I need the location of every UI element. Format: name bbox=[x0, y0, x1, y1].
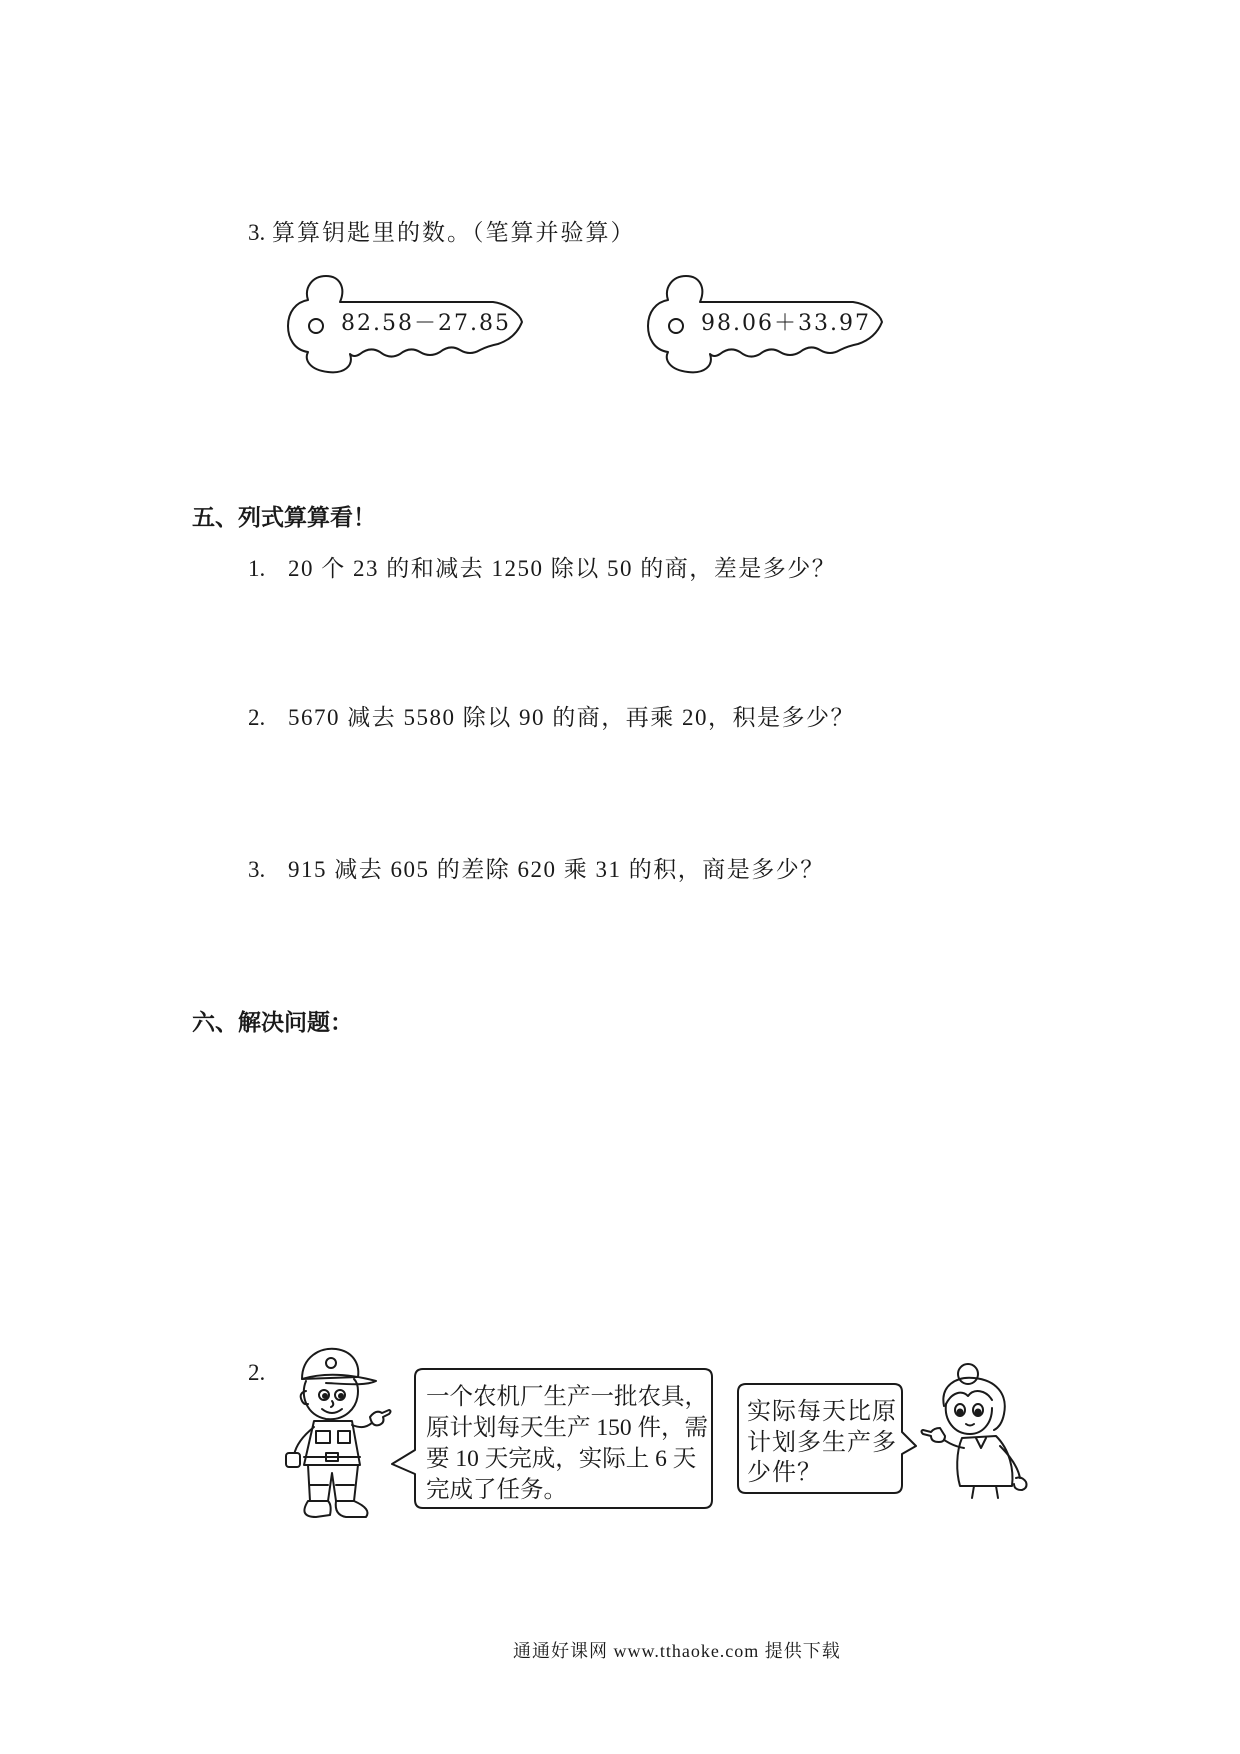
boy-held-object bbox=[286, 1453, 300, 1467]
boy-pupil-left bbox=[323, 1394, 327, 1398]
boy-speech-line-4: 完成了任务。 bbox=[426, 1477, 567, 1503]
key-1-expression: 82.58－27.85 bbox=[341, 311, 511, 336]
girl-other-hand bbox=[1014, 1478, 1027, 1491]
girl-hair-bun bbox=[958, 1364, 978, 1384]
girl-mouth bbox=[966, 1424, 974, 1426]
girl-body bbox=[957, 1436, 1012, 1486]
boy-pants bbox=[308, 1465, 358, 1501]
girl-speech-line-2: 计划多生产多 bbox=[747, 1429, 897, 1456]
boy-shoe-left bbox=[304, 1501, 330, 1517]
footer-credit: 通通好课网 www.tthaoke.com 提供下载 bbox=[513, 1641, 841, 1661]
girl-legs bbox=[972, 1486, 998, 1498]
question-3 bbox=[248, 856, 825, 884]
section-six-heading: 六、解决问题： bbox=[192, 1010, 353, 1035]
girl-speech-line-3: 少件？ bbox=[747, 1460, 822, 1486]
question-2 bbox=[248, 704, 855, 732]
girl-pupil-left bbox=[958, 1410, 963, 1415]
boy-shoe-right bbox=[336, 1501, 368, 1517]
girl-hair bbox=[943, 1378, 1004, 1430]
girl-illustration bbox=[922, 1364, 1027, 1498]
girl-face bbox=[946, 1404, 992, 1434]
girl-speech-line-1: 实际每天比原 bbox=[747, 1399, 897, 1425]
key-2-hole-icon bbox=[669, 319, 683, 333]
girl-pointing-hand bbox=[922, 1428, 946, 1442]
girl-speech-text bbox=[747, 1397, 897, 1489]
question-2-text: 5670 减去 5580 除以 90 的商，再乘 20，积是多少？ bbox=[288, 705, 855, 730]
girl-pupil-right bbox=[976, 1410, 981, 1415]
boy-nose bbox=[331, 1401, 333, 1407]
key-exercise-instruction: 算算钥匙里的数。（笔算并验算） bbox=[272, 220, 636, 245]
question-1-number: 1. bbox=[248, 556, 266, 581]
question-1 bbox=[248, 555, 836, 583]
problem-2-number: 2. bbox=[248, 1360, 266, 1385]
key-exercise-number: 3. bbox=[248, 220, 266, 245]
key-2-expression: 98.06＋33.97 bbox=[701, 311, 871, 336]
boy-speech-line-2: 原计划每天生产 150 件，需 bbox=[426, 1415, 708, 1441]
question-2-number: 2. bbox=[248, 705, 266, 730]
section-five-heading: 五、列式算算看！ bbox=[192, 505, 376, 530]
boy-illustration bbox=[286, 1349, 391, 1517]
boy-speech-text bbox=[426, 1382, 708, 1506]
question-3-number: 3. bbox=[248, 857, 266, 882]
boy-speech-line-3: 要 10 天完成，实际上 6 天 bbox=[426, 1446, 697, 1472]
key-exercise-header bbox=[248, 219, 636, 247]
question-1-text: 20 个 23 的和减去 1250 除以 50 的商，差是多少？ bbox=[288, 556, 837, 581]
boy-pupil-right bbox=[339, 1394, 343, 1398]
boy-mouth bbox=[322, 1409, 342, 1413]
boy-speech-line-1: 一个农机厂生产一批农具， bbox=[426, 1384, 708, 1410]
question-3-text: 915 减去 605 的差除 620 乘 31 的积，商是多少？ bbox=[288, 857, 825, 882]
key-1-hole-icon bbox=[309, 319, 323, 333]
girl-fringe bbox=[946, 1391, 992, 1404]
boy-pointing-hand bbox=[370, 1410, 391, 1425]
